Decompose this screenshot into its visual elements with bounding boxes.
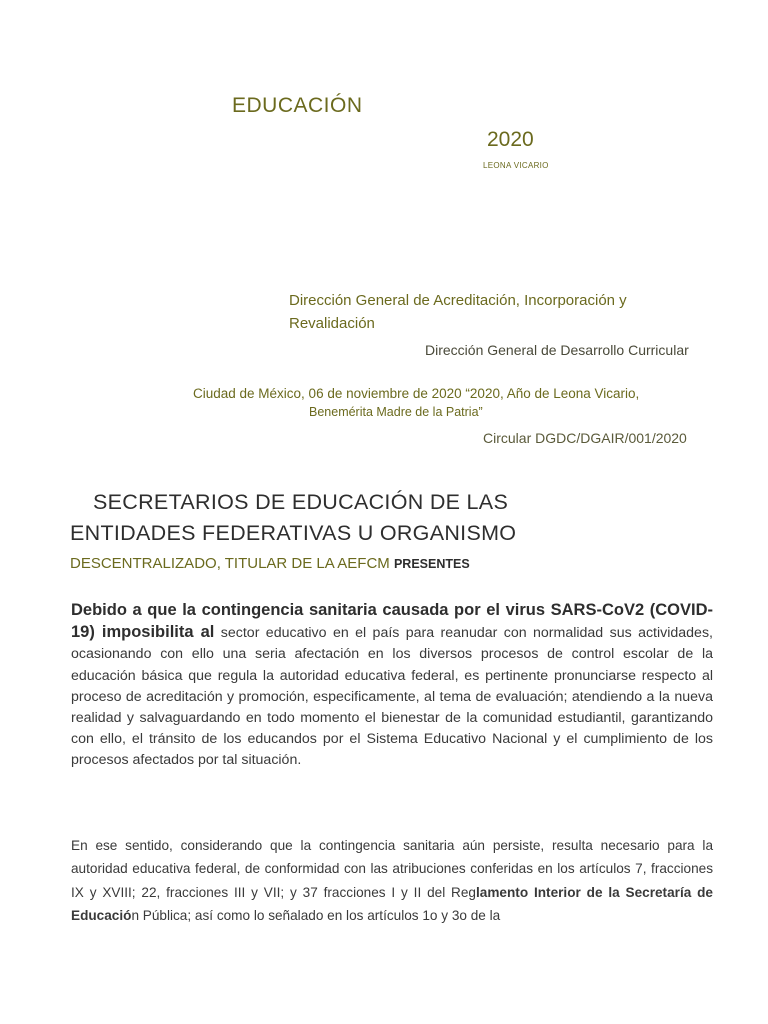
issuing-unit-1-cont: Revalidación	[289, 315, 375, 332]
paragraph-1-lead: Debido a que la contingencia sanitaria causada por el virus SARS-CoV2 (COVID-19) imposibilita al	[71, 601, 713, 642]
brand-year: 2020	[487, 128, 534, 151]
paragraph-2-bold: lamento Interior de la Secretaría de Educació	[71, 884, 713, 923]
recipients-line-2: ENTIDADES FEDERATIVAS U ORGANISMO	[70, 521, 517, 545]
recipients-line-3	[70, 555, 470, 572]
paragraph-1-rest: sector educativo en el país para reanudar con normalidad sus actividades, ocasionando con ello una seria afectación en los diversos procesos de control escolar de la educación básica que regula la autoridad educativa federal, es pertinente pronunciarse respecto al proceso de acreditación y promoción, especificamente, al tema de evaluación; atendiendo a la nueva realidad y salvaguardando en todo momento el bienestar de la comunidad estudiantil, garantizando con ello, el tránsito de los educandos por el Sistema Educativo Nacional y el cumplimiento de los procesos afectados por tal situación.	[71, 625, 713, 769]
recipients-line-3-text: DESCENTRALIZADO, TITULAR DE LA AEFCM	[70, 555, 390, 572]
brand-title: EDUCACIÓN	[232, 94, 363, 117]
body-paragraph-1	[71, 600, 713, 772]
recipients-line-1: SECRETARIOS DE EDUCACIÓN DE LAS	[93, 490, 509, 514]
paragraph-2-end: n Pública; así como lo señalado en los artículos 1o y 3o de la	[131, 907, 501, 923]
presentes-label: PRESENTES	[393, 557, 470, 571]
body-paragraph-2	[71, 834, 713, 927]
circular-number: Circular DGDC/DGAIR/001/2020	[483, 430, 687, 446]
dateline: Ciudad de México, 06 de noviembre de 2020 “2020, Año de Leona Vicario,	[193, 386, 640, 401]
paragraph-2-start: En ese sentido, considerando que la contingencia sanitaria aún persiste, resulta necesario para la autoridad educativa federal, de conformidad con las atribuciones conferidas en los artículos 7, fracciones IX y XVIII; 22, fracciones III y VII; y 37 fracciones I y II del Reg	[71, 838, 713, 900]
brand-subtitle: LEONA VICARIO	[483, 161, 549, 170]
dateline-cont: Benemérita Madre de la Patria”	[309, 405, 483, 419]
issuing-unit-1: Dirección General de Acreditación, Incorporación y	[289, 292, 627, 309]
issuing-unit-2: Dirección General de Desarrollo Curricular	[425, 342, 689, 358]
